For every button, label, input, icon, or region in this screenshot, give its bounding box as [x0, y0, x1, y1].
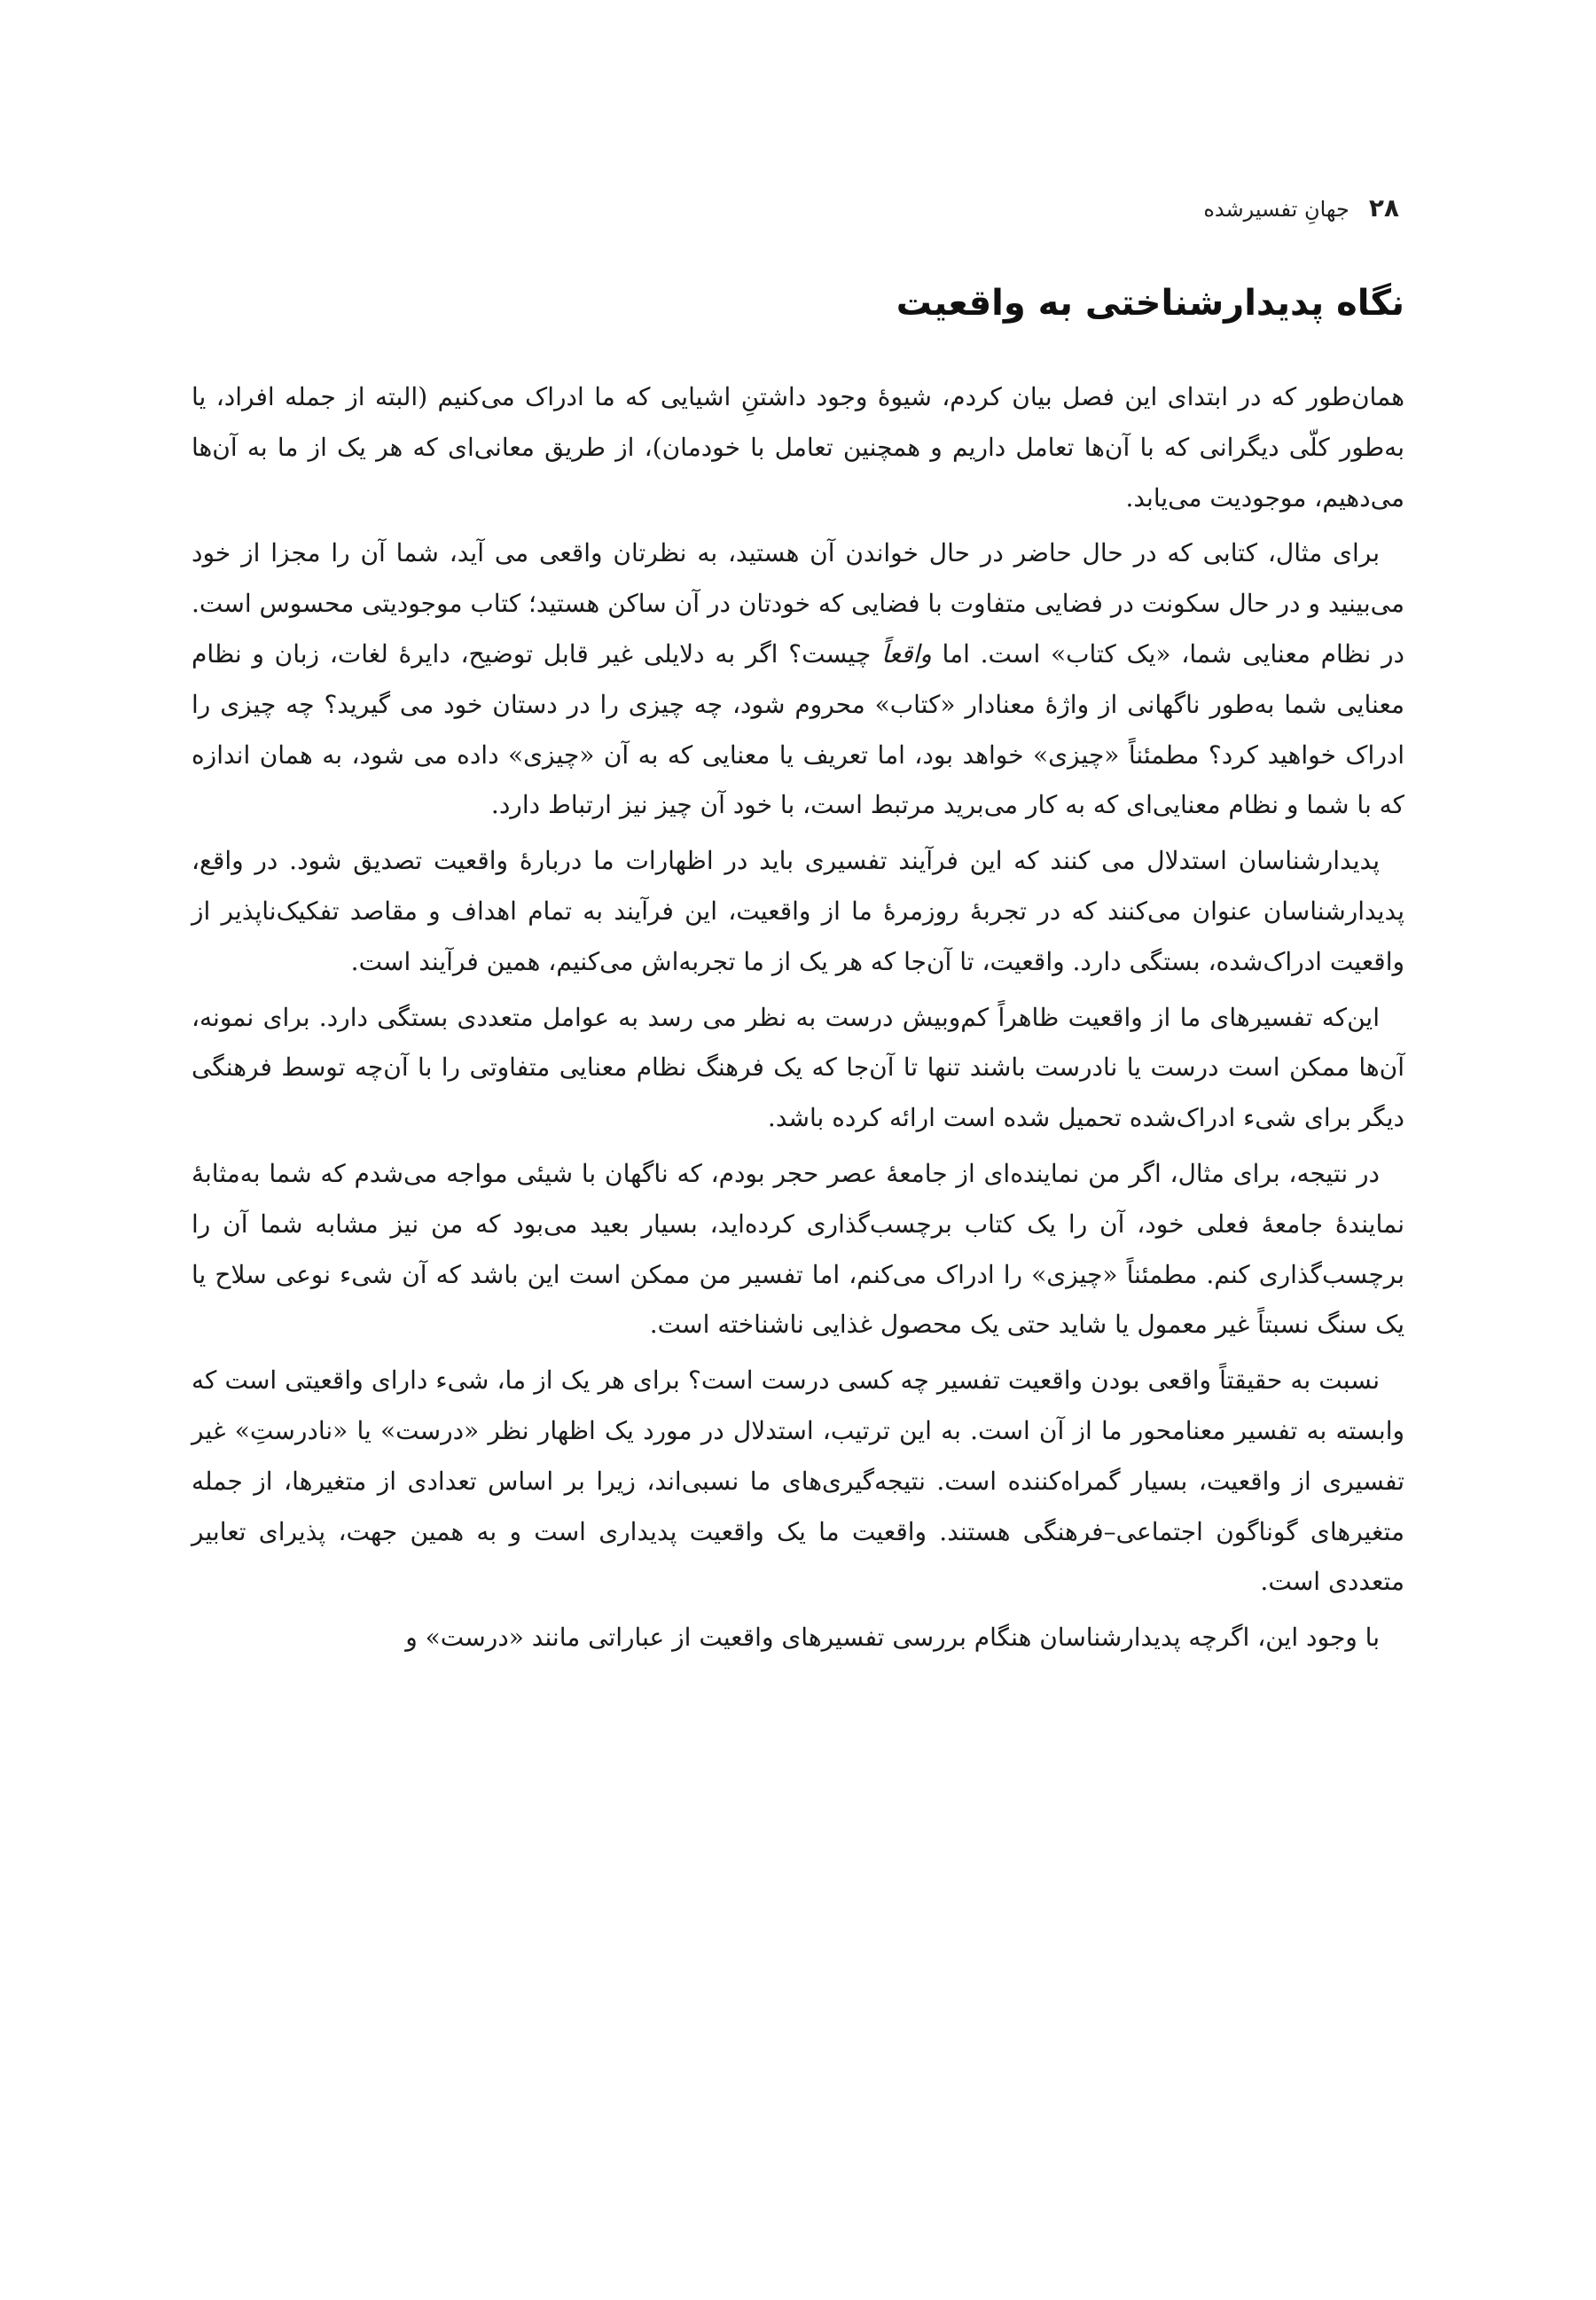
page-number: ۲۸ [1368, 193, 1399, 223]
paragraph: این‌که تفسیرهای ما از واقعیت ظاهراً کم‌وبیش درست به نظر می رسد به عوامل متعددی بستگی دارد. برای نمونه، آن‌ها ممکن است درست یا نادرست باشند تنها تا آن‌جا که یک فرهنگ نظام معنایی متفاوتی را با آن‌چه توسط فرهنگی دیگر برای شیء ادراک‌شده تحمیل شده است ارائه کرده باشد. [192, 1002, 1404, 1133]
italic-emphasis: واقعاً [881, 638, 932, 669]
paragraph: نسبت به حقیقتاً واقعی بودن واقعیت تفسیر چه کسی درست است؟ برای هر یک از ما، شیء دارای واقعیتی است که وابسته به تفسیر معنامحور ما از آن است. به این ترتیب، استدلال در مورد یک اظهار نظر «درست» یا «نادرستِ» غیر تفسیری از واقعیت، بسیار گمراه‌کننده است. نتیجه‌گیری‌های ما نسبی‌اند، زیرا بر اساس تعدادی از متغیرها، از جمله متغیرهای گوناگون اجتماعی–فرهنگی هستند. واقعیت ما یک واقعیت پدیداری است و به همین جهت، پذیرای تعابیر متعددی است. [192, 1365, 1404, 1597]
paragraph: پدیدارشناسان استدلال می کنند که این فرآیند تفسیری باید در اظهارات ما دربارهٔ واقعیت تصدیق شود. در واقع، پدیدارشناسان عنوان می‌کنند که در تجربهٔ روزمرهٔ ما از واقعیت، این فرآیند به تمام اهداف و مقاصد تفکیک‌ناپذیر از واقعیت ادراک‌شده، بستگی دارد. واقعیت، تا آن‌جا که هر یک از ما تجربه‌اش می‌کنیم، همین فرآیند است. [192, 846, 1404, 976]
running-header [1203, 193, 1399, 223]
paragraph: با وجود این، اگرچه پدیدارشناسان هنگام بررسی تفسیرهای واقعیت از عباراتی مانند «درست» و [405, 1623, 1380, 1653]
paragraph-text: برای مثال، کتابی که در حال حاضر در حال خواندن آن هستید، به نظرتان واقعی می آید، شما آن را مجزا از خود می‌بینید و در حال سکونت در فضایی متفاوت با فضایی که خودتان در آن ساکن هستید؛ کتاب موجودیتی محسوس است. در نظام معنایی شما، «یک کتاب» است. اما [192, 538, 1404, 669]
section-title: نگاه پدیدارشناختی به واقعیت [896, 283, 1404, 324]
body-text [192, 372, 1404, 1669]
paragraph: همان‌طور که در ابتدای این فصل بیان کردم، شیوهٔ وجود داشتنِ اشیایی که ما ادراک می‌کنیم (البته از جمله افراد، یا به‌طور کلّی دیگرانی که با آن‌ها تعامل داریم و همچنین تعامل با خودمان)، از طریق معانی‌ای که هر یک از ما به آن‌ها می‌دهیم، موجودیت می‌یابد. [192, 382, 1404, 512]
paragraph-text: چیست؟ اگر به دلایلی غیر قابل توضیح، دایرهٔ لغات، زبان و نظام معنایی شما به‌طور ناگهانی از واژهٔ معنادار «کتاب» محروم شود، چه چیزی را در دستان خود می گیرید؟ چه چیزی را ادراک خواهید کرد؟ مطمئناً «چیزی» خواهد بود، اما تعریف یا معنایی که به آن «چیزی» داده می شود، به همان اندازه که با شما و نظام معنایی‌ای که به کار می‌برید مرتبط است، با خود آن چیز نیز ارتباط دارد. [192, 638, 1404, 820]
book-title: جهانِ تفسیرشده [1203, 197, 1350, 222]
paragraph [192, 528, 1404, 831]
paragraph: در نتیجه، برای مثال، اگر من نماینده‌ای از جامعهٔ عصر حجر بودم، که ناگهان با شیئی مواجه می‌شدم که شما به‌مثابهٔ نمایندهٔ جامعهٔ فعلی خود، آن را یک کتاب برچسب‌گذاری کرده‌اید، بسیار بعید می‌بود که من نیز مشابه شما آن را برچسب‌گذاری کنم. مطمئناً «چیزی» را ادراک می‌کنم، اما تفسیر من ممکن است این باشد که آن شیء نوعی سلاح یا یک سنگ نسبتاً غیر معمول یا شاید حتی یک محصول غذایی ناشناخته است. [192, 1158, 1404, 1340]
